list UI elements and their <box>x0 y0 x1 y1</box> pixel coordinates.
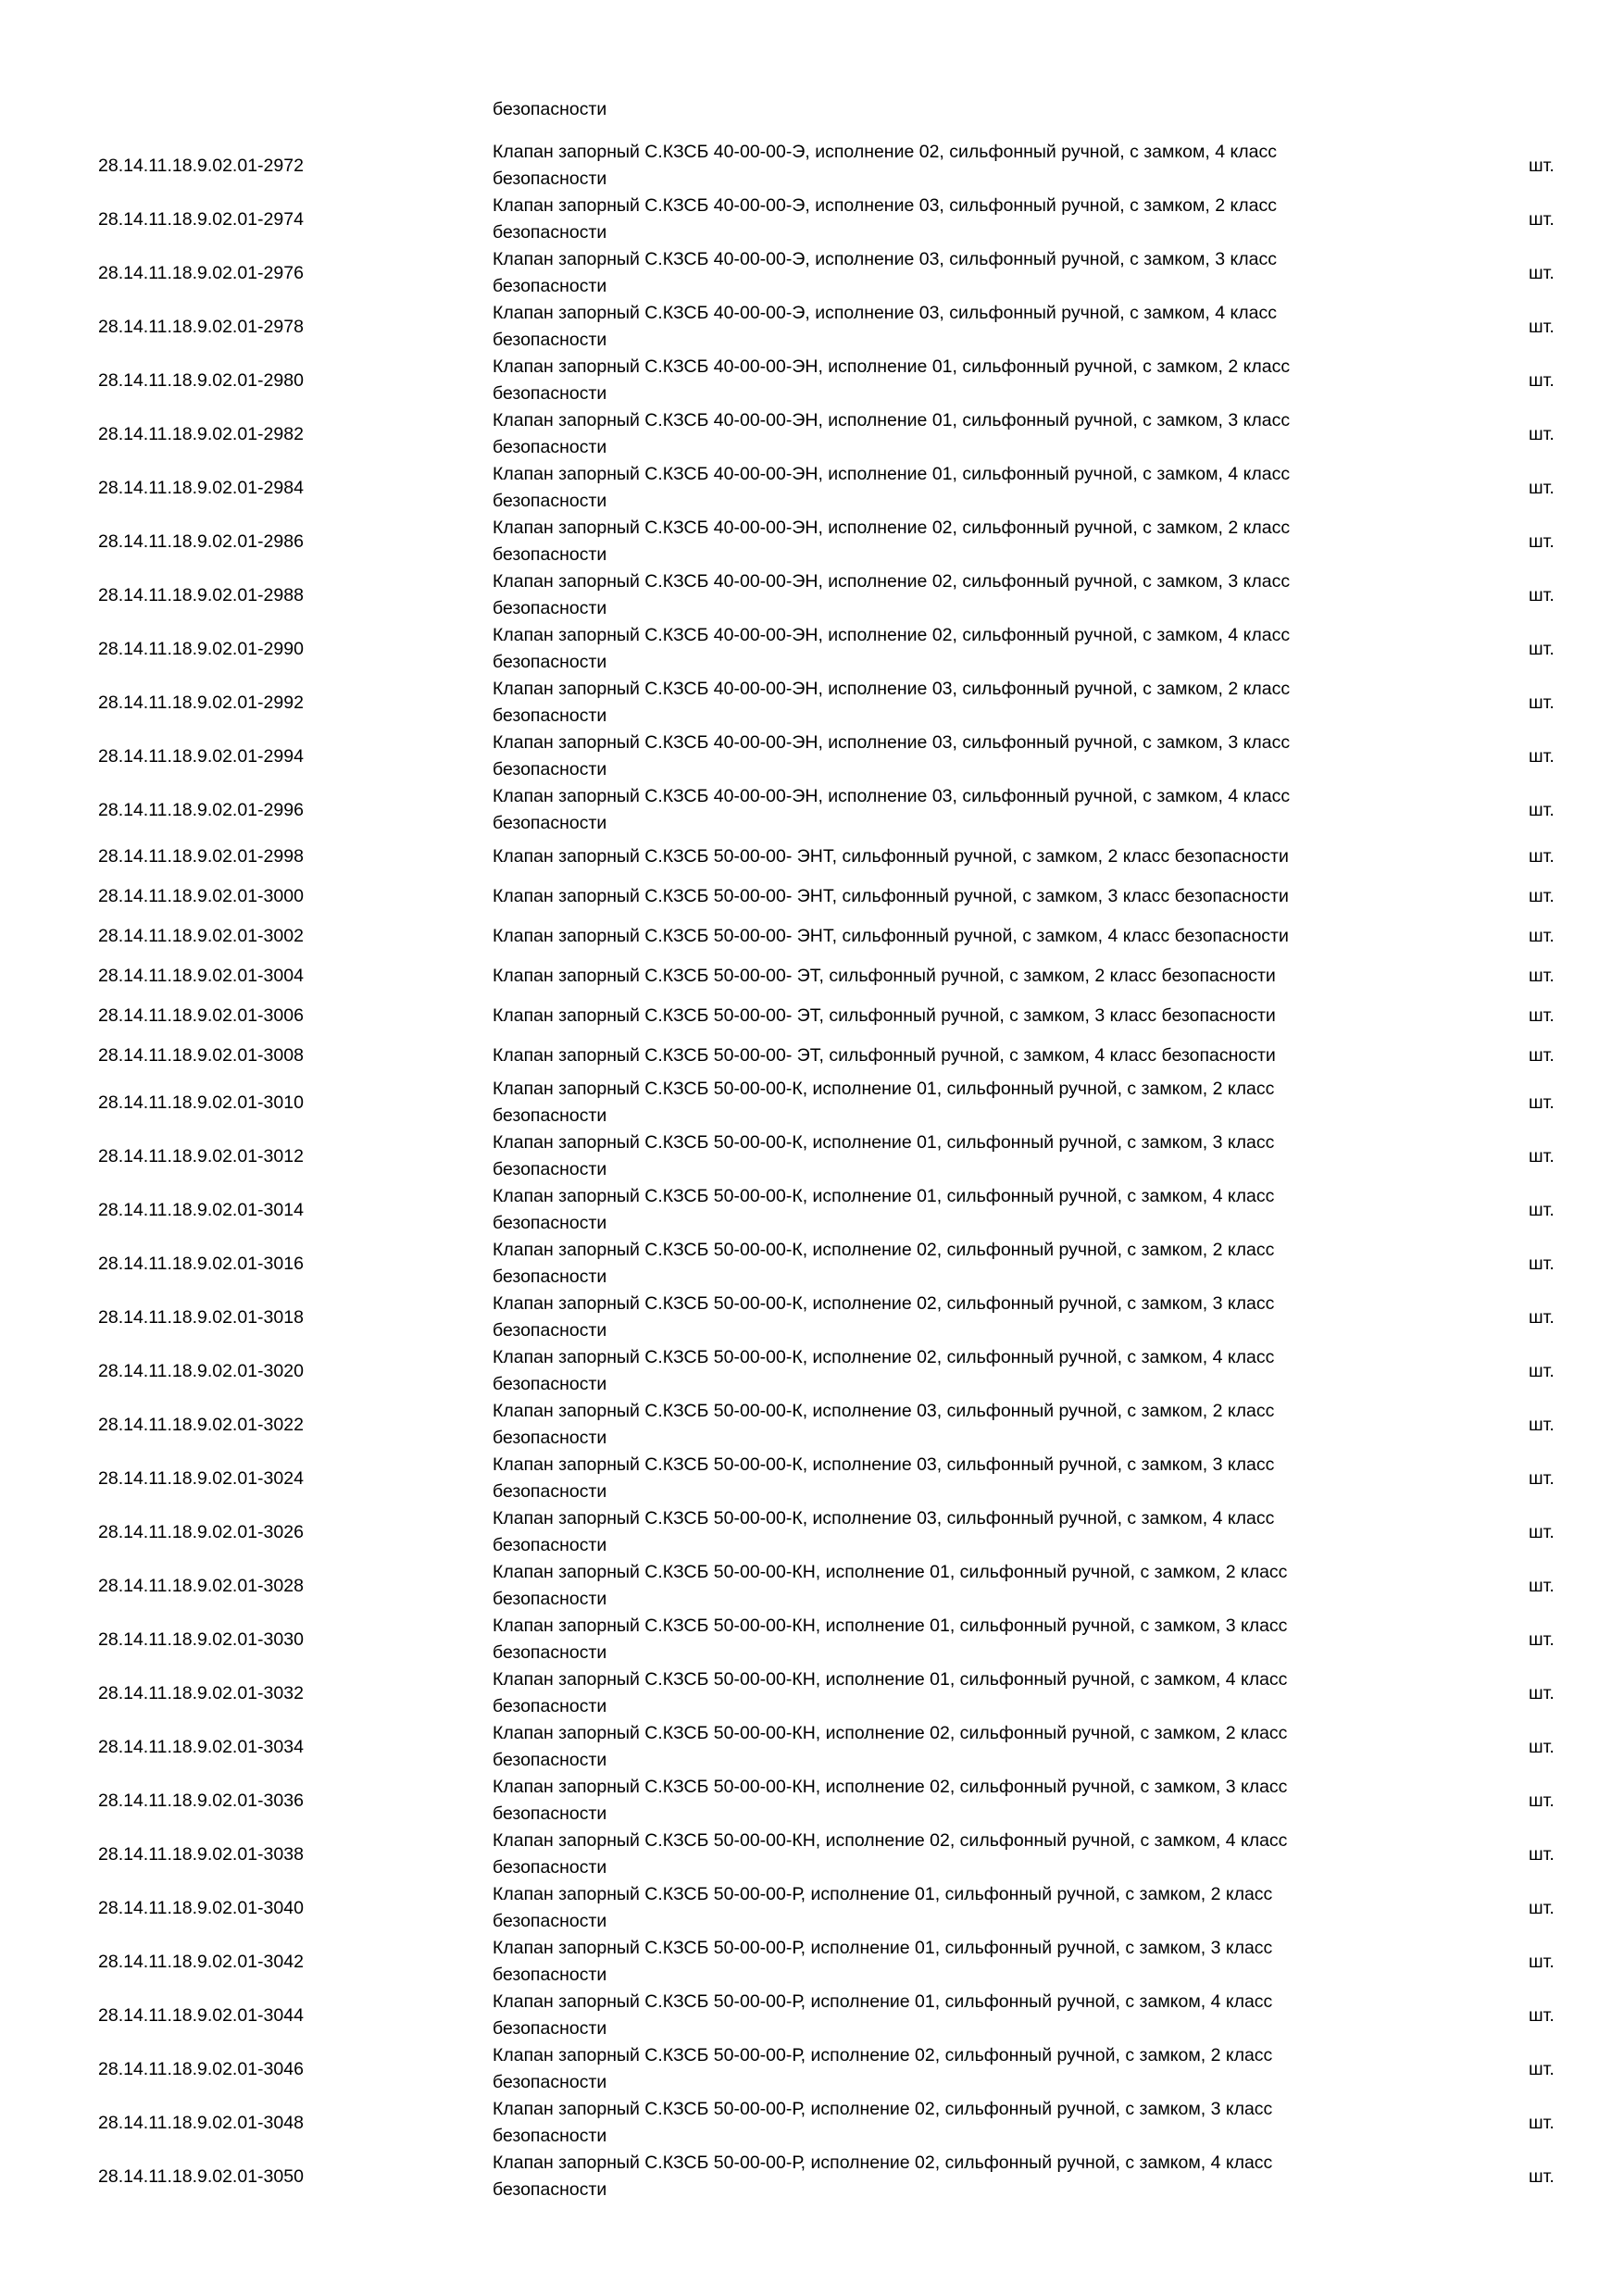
item-name-line: Клапан запорный С.КЗСБ 50-00-00-Р, исполнение 02, сильфонный ручной, с замком, 2 класс <box>493 2045 1273 2065</box>
item-name <box>493 956 1418 996</box>
item-code: 28.14.11.18.9.02.01-3040 <box>98 1897 304 1918</box>
table-row <box>0 1452 1624 1505</box>
item-code: 28.14.11.18.9.02.01-2990 <box>98 638 304 659</box>
item-name <box>493 676 1418 730</box>
item-name <box>493 139 1418 193</box>
item-code: 28.14.11.18.9.02.01-3028 <box>98 1575 304 1596</box>
item-name-line: Клапан запорный С.КЗСБ 50-00-00-Р, исполнение 02, сильфонный ручной, с замком, 3 класс <box>493 2099 1273 2119</box>
item-name-line: безопасности <box>493 1965 607 1985</box>
item-name-line: безопасности <box>493 652 607 672</box>
item-name <box>493 1452 1418 1505</box>
item-name <box>493 1613 1418 1666</box>
item-code: 28.14.11.18.9.02.01-3036 <box>98 1790 304 1811</box>
table-row <box>0 1666 1624 1720</box>
item-code: 28.14.11.18.9.02.01-2978 <box>98 316 304 337</box>
item-name <box>493 461 1418 515</box>
item-name <box>493 1291 1418 1344</box>
item-name-line: безопасности <box>493 1481 607 1502</box>
item-unit: шт. <box>1529 1005 1555 1026</box>
item-name-line: безопасности <box>493 1213 607 1233</box>
item-unit: шт. <box>1529 1682 1555 1703</box>
item-name <box>493 2042 1418 2096</box>
item-unit: шт. <box>1529 423 1555 444</box>
item-unit: шт. <box>1529 745 1555 767</box>
item-unit: шт. <box>1529 155 1555 176</box>
item-name <box>493 2150 1418 2203</box>
item-unit: шт. <box>1529 1145 1555 1167</box>
continuation-text: безопасности <box>493 99 607 119</box>
item-name-line: безопасности <box>493 491 607 511</box>
item-unit: шт. <box>1529 1467 1555 1489</box>
item-name <box>493 1183 1418 1237</box>
table-row <box>0 1828 1624 1881</box>
item-name-line: Клапан запорный С.КЗСБ 50-00-00- ЭНТ, сильфонный ручной, с замком, 4 класс безопасности <box>493 926 1289 946</box>
item-name <box>493 515 1418 568</box>
item-unit: шт. <box>1529 1045 1555 1066</box>
item-name-line: Клапан запорный С.КЗСБ 50-00-00-К, исполнение 01, сильфонный ручной, с замком, 3 класс <box>493 1132 1275 1153</box>
item-name <box>493 730 1418 783</box>
item-name <box>493 1559 1418 1613</box>
item-code: 28.14.11.18.9.02.01-3014 <box>98 1199 304 1220</box>
item-unit: шт. <box>1529 846 1555 867</box>
item-code: 28.14.11.18.9.02.01-2974 <box>98 208 304 230</box>
table-row <box>0 1774 1624 1828</box>
item-unit: шт. <box>1529 208 1555 230</box>
item-name-line: безопасности <box>493 1911 607 1931</box>
item-name-line: безопасности <box>493 1642 607 1663</box>
item-code: 28.14.11.18.9.02.01-2996 <box>98 799 304 820</box>
table-row <box>0 1344 1624 1398</box>
item-code: 28.14.11.18.9.02.01-3024 <box>98 1467 304 1489</box>
item-name-line: Клапан запорный С.КЗСБ 50-00-00-К, исполнение 03, сильфонный ручной, с замком, 3 класс <box>493 1454 1275 1475</box>
item-name-line: Клапан запорный С.КЗСБ 50-00-00- ЭНТ, сильфонный ручной, с замком, 2 класс безопасности <box>493 846 1289 867</box>
item-unit: шт. <box>1529 369 1555 391</box>
item-unit: шт. <box>1529 926 1555 946</box>
item-name-line: Клапан запорный С.КЗСБ 50-00-00-К, исполнение 02, сильфонный ручной, с замком, 3 класс <box>493 1293 1275 1314</box>
item-name <box>493 837 1418 877</box>
item-name-line: Клапан запорный С.КЗСБ 40-00-00-ЭН, исполнение 02, сильфонный ручной, с замком, 3 класс <box>493 571 1291 592</box>
table-row <box>0 515 1624 568</box>
item-code: 28.14.11.18.9.02.01-3026 <box>98 1521 304 1542</box>
item-name-line: безопасности <box>493 2018 607 2039</box>
table-row <box>0 1291 1624 1344</box>
item-name <box>493 246 1418 300</box>
table-row <box>0 917 1624 956</box>
table-row <box>0 1505 1624 1559</box>
item-name-line: безопасности <box>493 437 607 457</box>
item-name <box>493 1666 1418 1720</box>
item-name-line: Клапан запорный С.КЗСБ 50-00-00- ЭТ, сильфонный ручной, с замком, 3 класс безопасности <box>493 1005 1276 1026</box>
table-row <box>0 1559 1624 1613</box>
table-row <box>0 193 1624 246</box>
item-name-line: безопасности <box>493 759 607 780</box>
item-code: 28.14.11.18.9.02.01-2982 <box>98 423 304 444</box>
item-name-line: Клапан запорный С.КЗСБ 50-00-00- ЭТ, сильфонный ручной, с замком, 4 класс безопасности <box>493 1045 1276 1066</box>
table-row <box>0 1935 1624 1989</box>
table-row <box>0 730 1624 783</box>
table-row <box>0 1036 1624 1076</box>
item-unit: шт. <box>1529 886 1555 906</box>
item-code: 28.14.11.18.9.02.01-2980 <box>98 369 304 391</box>
item-code: 28.14.11.18.9.02.01-3044 <box>98 2004 304 2026</box>
item-name-line: Клапан запорный С.КЗСБ 40-00-00-ЭН, исполнение 03, сильфонный ручной, с замком, 4 класс <box>493 786 1291 806</box>
item-code: 28.14.11.18.9.02.01-3046 <box>98 2058 304 2079</box>
item-name-line: безопасности <box>493 330 607 350</box>
item-name <box>493 1505 1418 1559</box>
item-name-line: Клапан запорный С.КЗСБ 40-00-00-ЭН, исполнение 01, сильфонный ручной, с замком, 4 класс <box>493 464 1291 484</box>
item-name-line: безопасности <box>493 1105 607 1126</box>
item-name <box>493 300 1418 354</box>
item-unit: шт. <box>1529 1253 1555 1274</box>
item-unit: шт. <box>1529 477 1555 498</box>
item-unit: шт. <box>1529 2004 1555 2026</box>
item-name-line: Клапан запорный С.КЗСБ 50-00-00-К, исполнение 02, сильфонный ручной, с замком, 4 класс <box>493 1347 1275 1367</box>
table-row <box>0 1183 1624 1237</box>
item-unit: шт. <box>1529 1897 1555 1918</box>
item-name-line: безопасности <box>493 276 607 296</box>
table-row <box>0 1398 1624 1452</box>
table-row <box>0 1129 1624 1183</box>
item-code: 28.14.11.18.9.02.01-3010 <box>98 1092 304 1113</box>
item-unit: шт. <box>1529 2112 1555 2133</box>
table-row <box>0 1613 1624 1666</box>
item-name <box>493 354 1418 407</box>
item-code: 28.14.11.18.9.02.01-2976 <box>98 262 304 283</box>
item-name <box>493 568 1418 622</box>
item-name-line: безопасности <box>493 705 607 726</box>
item-name-line: Клапан запорный С.КЗСБ 50-00-00-Р, исполнение 01, сильфонный ручной, с замком, 3 класс <box>493 1938 1273 1958</box>
item-code: 28.14.11.18.9.02.01-3004 <box>98 966 304 986</box>
item-code: 28.14.11.18.9.02.01-3048 <box>98 2112 304 2133</box>
item-unit: шт. <box>1529 1628 1555 1650</box>
table-row <box>0 877 1624 917</box>
table-row <box>0 956 1624 996</box>
item-name-line: Клапан запорный С.КЗСБ 50-00-00-К, исполнение 03, сильфонный ручной, с замком, 2 класс <box>493 1401 1275 1421</box>
item-name <box>493 622 1418 676</box>
item-name-line: Клапан запорный С.КЗСБ 50-00-00- ЭНТ, сильфонный ручной, с замком, 3 класс безопасности <box>493 886 1289 906</box>
item-name-line: Клапан запорный С.КЗСБ 40-00-00-Э, исполнение 03, сильфонный ручной, с замком, 4 класс <box>493 303 1278 323</box>
item-name-line: Клапан запорный С.КЗСБ 40-00-00-ЭН, исполнение 03, сильфонный ручной, с замком, 3 класс <box>493 732 1291 753</box>
item-unit: шт. <box>1529 584 1555 605</box>
item-unit: шт. <box>1529 692 1555 713</box>
item-name-line: безопасности <box>493 1589 607 1609</box>
item-name-line: Клапан запорный С.КЗСБ 40-00-00-ЭН, исполнение 01, сильфонный ручной, с замком, 2 класс <box>493 356 1291 377</box>
item-name <box>493 877 1418 917</box>
item-name <box>493 917 1418 956</box>
table-row <box>0 407 1624 461</box>
item-name-line: Клапан запорный С.КЗСБ 50-00-00-КН, исполнение 01, сильфонный ручной, с замком, 3 класс <box>493 1616 1288 1636</box>
item-unit: шт. <box>1529 638 1555 659</box>
item-unit: шт. <box>1529 966 1555 986</box>
item-name <box>493 996 1418 1036</box>
table-row <box>0 2150 1624 2203</box>
table-row <box>0 1881 1624 1935</box>
item-name-line: безопасности <box>493 1320 607 1341</box>
item-name <box>493 407 1418 461</box>
item-code: 28.14.11.18.9.02.01-2984 <box>98 477 304 498</box>
table-row <box>0 2096 1624 2150</box>
item-name <box>493 193 1418 246</box>
item-code: 28.14.11.18.9.02.01-2972 <box>98 155 304 176</box>
item-code: 28.14.11.18.9.02.01-2998 <box>98 846 304 867</box>
table-row <box>0 1237 1624 1291</box>
item-name-line: Клапан запорный С.КЗСБ 50-00-00-Р, исполнение 01, сильфонный ручной, с замком, 4 класс <box>493 1991 1273 2012</box>
item-name-line: безопасности <box>493 2179 607 2200</box>
item-unit: шт. <box>1529 1951 1555 1972</box>
table-row <box>0 1720 1624 1774</box>
item-code: 28.14.11.18.9.02.01-2994 <box>98 745 304 767</box>
item-unit: шт. <box>1529 1360 1555 1381</box>
item-name-line: безопасности <box>493 1750 607 1770</box>
item-code: 28.14.11.18.9.02.01-2988 <box>98 584 304 605</box>
item-unit: шт. <box>1529 799 1555 820</box>
item-name-line: Клапан запорный С.КЗСБ 40-00-00-Э, исполнение 02, сильфонный ручной, с замком, 4 класс <box>493 142 1278 162</box>
item-unit: шт. <box>1529 1575 1555 1596</box>
item-name-line: безопасности <box>493 1857 607 1878</box>
item-name-line: безопасности <box>493 1803 607 1824</box>
item-code: 28.14.11.18.9.02.01-3018 <box>98 1306 304 1328</box>
item-code: 28.14.11.18.9.02.01-3012 <box>98 1145 304 1167</box>
item-name-line: Клапан запорный С.КЗСБ 50-00-00-КН, исполнение 02, сильфонный ручной, с замком, 4 класс <box>493 1830 1288 1851</box>
item-name-line: Клапан запорный С.КЗСБ 50-00-00-К, исполнение 03, сильфонный ручной, с замком, 4 класс <box>493 1508 1275 1529</box>
item-name-line: безопасности <box>493 1535 607 1555</box>
item-name-line: Клапан запорный С.КЗСБ 50-00-00-Р, исполнение 01, сильфонный ручной, с замком, 2 класс <box>493 1884 1273 1904</box>
item-name <box>493 1076 1418 1129</box>
item-name <box>493 1828 1418 1881</box>
item-code: 28.14.11.18.9.02.01-2992 <box>98 692 304 713</box>
item-name-line: безопасности <box>493 1267 607 1287</box>
item-name <box>493 1344 1418 1398</box>
table-row <box>0 676 1624 730</box>
item-name <box>493 1720 1418 1774</box>
table-row <box>0 354 1624 407</box>
table-row <box>0 1989 1624 2042</box>
table-row <box>0 139 1624 193</box>
item-code: 28.14.11.18.9.02.01-3050 <box>98 2165 304 2187</box>
item-name-line: безопасности <box>493 598 607 618</box>
item-name-line: Клапан запорный С.КЗСБ 50-00-00-КН, исполнение 02, сильфонный ручной, с замком, 3 класс <box>493 1777 1288 1797</box>
item-code: 28.14.11.18.9.02.01-3034 <box>98 1736 304 1757</box>
item-code: 28.14.11.18.9.02.01-3016 <box>98 1253 304 1274</box>
table-row <box>0 1076 1624 1129</box>
item-name <box>493 1129 1418 1183</box>
item-name-line: Клапан запорный С.КЗСБ 50-00-00- ЭТ, сильфонный ручной, с замком, 2 класс безопасности <box>493 966 1276 986</box>
item-name-line: Клапан запорный С.КЗСБ 50-00-00-КН, исполнение 01, сильфонный ручной, с замком, 4 класс <box>493 1669 1288 1690</box>
item-name-line: безопасности <box>493 168 607 189</box>
item-code: 28.14.11.18.9.02.01-3022 <box>98 1414 304 1435</box>
table-row <box>0 568 1624 622</box>
item-name-line: безопасности <box>493 1374 607 1394</box>
item-unit: шт. <box>1529 530 1555 552</box>
item-code: 28.14.11.18.9.02.01-3006 <box>98 1005 304 1026</box>
item-name-line: безопасности <box>493 1159 607 1179</box>
item-unit: шт. <box>1529 2165 1555 2187</box>
item-name-line: Клапан запорный С.КЗСБ 40-00-00-Э, исполнение 03, сильфонный ручной, с замком, 3 класс <box>493 249 1278 269</box>
item-code: 28.14.11.18.9.02.01-3038 <box>98 1843 304 1865</box>
item-name-line: Клапан запорный С.КЗСБ 50-00-00-К, исполнение 02, сильфонный ручной, с замком, 2 класс <box>493 1240 1275 1260</box>
item-name-line: Клапан запорный С.КЗСБ 50-00-00-К, исполнение 01, сильфонный ручной, с замком, 2 класс <box>493 1079 1275 1099</box>
item-name-line: Клапан запорный С.КЗСБ 40-00-00-ЭН, исполнение 03, сильфонный ручной, с замком, 2 класс <box>493 679 1291 699</box>
item-name-line: Клапан запорный С.КЗСБ 50-00-00-КН, исполнение 02, сильфонный ручной, с замком, 2 класс <box>493 1723 1288 1743</box>
item-name-line: Клапан запорный С.КЗСБ 40-00-00-ЭН, исполнение 02, сильфонный ручной, с замком, 4 класс <box>493 625 1291 645</box>
item-name <box>493 1398 1418 1452</box>
item-code: 28.14.11.18.9.02.01-3000 <box>98 886 304 906</box>
item-unit: шт. <box>1529 1843 1555 1865</box>
item-name-line: безопасности <box>493 544 607 565</box>
table-row <box>0 246 1624 300</box>
item-code: 28.14.11.18.9.02.01-3030 <box>98 1628 304 1650</box>
item-name-line: безопасности <box>493 1696 607 1716</box>
item-name-line: безопасности <box>493 222 607 243</box>
table-row <box>0 837 1624 877</box>
item-code: 28.14.11.18.9.02.01-3032 <box>98 1682 304 1703</box>
item-name-line: безопасности <box>493 1428 607 1448</box>
item-unit: шт. <box>1529 1414 1555 1435</box>
item-unit: шт. <box>1529 1092 1555 1113</box>
item-unit: шт. <box>1529 1521 1555 1542</box>
item-name <box>493 783 1418 837</box>
item-name-line: Клапан запорный С.КЗСБ 50-00-00-КН, исполнение 01, сильфонный ручной, с замком, 2 класс <box>493 1562 1288 1582</box>
item-unit: шт. <box>1529 2058 1555 2079</box>
table-row <box>0 2042 1624 2096</box>
item-name-line: безопасности <box>493 383 607 404</box>
item-unit: шт. <box>1529 262 1555 283</box>
item-code: 28.14.11.18.9.02.01-3042 <box>98 1951 304 1972</box>
item-name-line: Клапан запорный С.КЗСБ 50-00-00-К, исполнение 01, сильфонный ручной, с замком, 4 класс <box>493 1186 1275 1206</box>
item-name <box>493 1036 1418 1076</box>
item-code: 28.14.11.18.9.02.01-2986 <box>98 530 304 552</box>
table-row <box>0 783 1624 837</box>
item-unit: шт. <box>1529 1790 1555 1811</box>
item-name <box>493 1989 1418 2042</box>
item-name <box>493 2096 1418 2150</box>
item-unit: шт. <box>1529 1306 1555 1328</box>
item-name-line: безопасности <box>493 813 607 833</box>
table-row <box>0 461 1624 515</box>
item-name-line: Клапан запорный С.КЗСБ 40-00-00-ЭН, исполнение 01, сильфонный ручной, с замком, 3 класс <box>493 410 1291 430</box>
item-code: 28.14.11.18.9.02.01-3020 <box>98 1360 304 1381</box>
item-name-line: безопасности <box>493 2126 607 2146</box>
item-unit: шт. <box>1529 1199 1555 1220</box>
table-row <box>0 622 1624 676</box>
item-name <box>493 1237 1418 1291</box>
item-code: 28.14.11.18.9.02.01-3002 <box>98 926 304 946</box>
item-name-line: Клапан запорный С.КЗСБ 40-00-00-ЭН, исполнение 02, сильфонный ручной, с замком, 2 класс <box>493 518 1291 538</box>
item-unit: шт. <box>1529 1736 1555 1757</box>
item-name <box>493 1881 1418 1935</box>
item-unit: шт. <box>1529 316 1555 337</box>
item-name-line: Клапан запорный С.КЗСБ 50-00-00-Р, исполнение 02, сильфонный ручной, с замком, 4 класс <box>493 2152 1273 2173</box>
item-name <box>493 1774 1418 1828</box>
item-code: 28.14.11.18.9.02.01-3008 <box>98 1045 304 1066</box>
table-row <box>0 300 1624 354</box>
item-name-line: безопасности <box>493 2072 607 2092</box>
item-name <box>493 1935 1418 1989</box>
table-row <box>0 996 1624 1036</box>
item-name-line: Клапан запорный С.КЗСБ 40-00-00-Э, исполнение 03, сильфонный ручной, с замком, 2 класс <box>493 195 1278 216</box>
